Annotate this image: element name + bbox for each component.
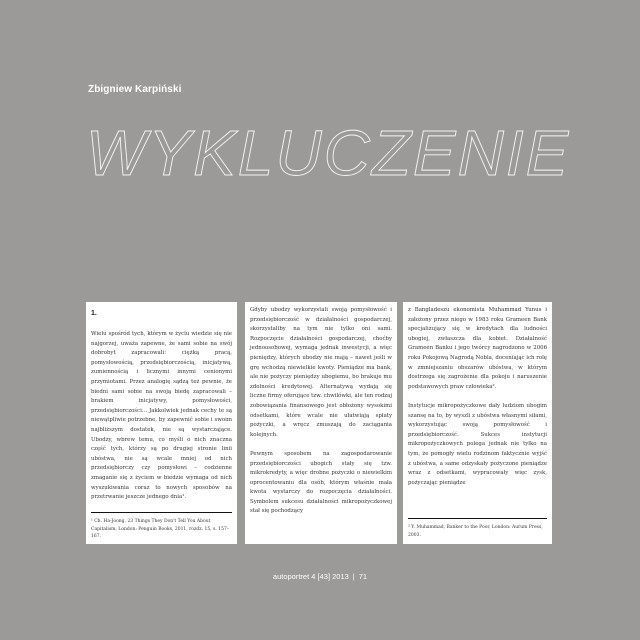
column-1-paragraph: Wielu spośród tych, którym w życiu wiedzie się nie najgorzej, uważa zapewne, że sami sobie na swój dobrobyt zapracowali: ciężką pracą, pomysłowością, przedsiębiorczością, inicjatywą, zumiennością i licznymi innymi cenionymi przymiotami. Przez analogię sądzą też pewnie, że biedni sami sobie na swoją biedę zapracowali – brakiem inicjatywy, pomysłowości, przedsiębiorczości… Jakkolwiek jednak cechy te są niewątpliwie potrzebne, by zapewnić sobie i swoim najbliższym dostatek, nie są wystarczające. Ubodzy, wbrew temu, co myśli o nich znaczna część tych, którzy są po drugiej stronie linii ubóstwa, nie są wcale mniej od nich przedsiębiorczy czy pomysłowi – codzienne zmaganie się z życiem w biedzie wymaga od nich wyszukiwania coraz to nowych sposobów na przetrwanie jeszcze jednego dnia¹.	[91, 331, 232, 501]
article-title: WYKLUCZENIE	[86, 117, 571, 189]
column-3-paragraph-1: z Bangladeszu ekonomista Muhammad Yunus i założony przez niego w 1983 roku Grameen Bank specjalizujący się w kredytach dla ludności ubogiej, zwłaszcza dla kobiet. Działalność Grameen Banku i jego twórcy nagrodzono w 2006 roku Pokojową Nagrodą Nobla, doceniając ich rolę w zmniejszaniu obszarów ubóstwa, w którym dostrzega się zagrożenie dla pokoju i naruszenie podstawowych praw człowieka².	[408, 307, 547, 390]
section-number: 1.	[91, 310, 97, 317]
footnote-divider	[91, 512, 232, 513]
column-3-paragraph-2: Instytucje mikropożyczkowe dały ludziom ubogim szansę na to, by wyszli z ubóstwa własnymi siłami, wykorzystując swoją pomysłowość i przedsiębiorczość. Sukces instytucji mikropożyczkowych polega jednak nie tylko na tym, że pomogły wielu rodzinom faktycznie wyjść z ubóstwa, a same odzyskały pożyczone pieniądze wraz z odsetkami, wypracowały więc zysk, pożyczając pieniądze	[408, 402, 547, 486]
column-2-paragraph-2: Pewnym sposobem na zagospodarowanie przedsiębiorczości ubogich stały się tzw. mikrokredyty, a więc drobne pożyczki o niewielkim oprocentowaniu dla osób, którym właśnie mała kwota wystarczy do rozpoczęcia działalności. Symbolem sukcesu działalności mikropożyczkowej stał się pochodzący	[250, 450, 392, 515]
text-column-3	[403, 302, 552, 544]
page-number: 71	[358, 572, 368, 581]
page-footer	[0, 572, 640, 581]
footnote-1: ¹ Ch. Ha-Joong, 23 Things They Don't Tell You About Capitalism, London: Penguin Books, 2011, rozdz. 15, s. 157–167.	[91, 519, 230, 539]
column-2-paragraph-1: Gdyby ubodzy wykorzystali swoją pomysłowość i przedsiębiorczość w działalności gospodarczej, skorzystaliby na tym nie tylko oni sami. Rozpoczęcie działalności gospodarczej, choćby jednoosobowej, wymaga jednak inwestycji, a więc pieniędzy, których ubodzy nie mają – nawet jeśli w grę wchodzą niewielkie kwoty. Pieniądze ma bank, ale nie pożyczy pieniędzy ubogiemu, bo brakuje mu zdolności kredytowej. Alternatywą wydają się liczne firmy oferujące tzw. chwilówki, ale ten rodzaj zobowiązania finansowego jest obłożony wysokimi odsetkami, które wcale nie ułatwiają spłaty pożyczki, a wręcz zmuszają do zaciągania kolejnych.	[250, 307, 392, 438]
footnote-divider	[408, 518, 547, 519]
text-column-2	[245, 302, 397, 544]
text-column-1	[86, 302, 237, 544]
footer-separator: |	[352, 572, 355, 581]
author-name: Zbigniew Karpiński	[88, 84, 182, 95]
footnote-2: ² Y. Muhammad, Banker to the Poor, London: Aurum Press, 2003.	[408, 525, 543, 538]
journal-issue: autoportret 4 [43] 2013	[272, 572, 349, 581]
